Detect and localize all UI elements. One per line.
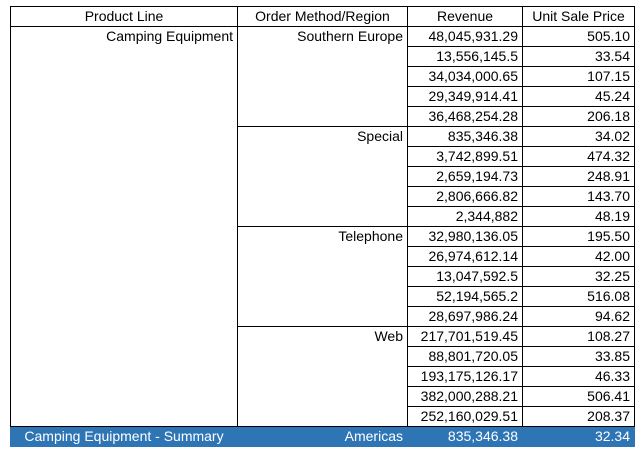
- header-order-method-region[interactable]: Order Method/Region: [238, 7, 408, 27]
- revenue-cell[interactable]: 29,349,914.41: [408, 87, 523, 107]
- unit-price-cell[interactable]: 195.50: [523, 227, 635, 247]
- group-label-web[interactable]: Web: [238, 327, 408, 427]
- revenue-cell[interactable]: 2,659,194.73: [408, 167, 523, 187]
- unit-price-cell[interactable]: 32.25: [523, 267, 635, 287]
- crosstab-table: [10, 6, 635, 447]
- revenue-cell[interactable]: 2,806,666.82: [408, 187, 523, 207]
- revenue-cell[interactable]: 3,742,899.51: [408, 147, 523, 167]
- unit-price-cell[interactable]: 45.24: [523, 87, 635, 107]
- unit-price-cell[interactable]: 208.37: [523, 407, 635, 427]
- report-container: [10, 6, 635, 447]
- unit-price-cell[interactable]: 107.15: [523, 67, 635, 87]
- group-label-special[interactable]: Special: [238, 127, 408, 227]
- unit-price-cell[interactable]: 46.33: [523, 367, 635, 387]
- summary-row: [11, 427, 635, 447]
- unit-price-cell[interactable]: 34.02: [523, 127, 635, 147]
- revenue-cell[interactable]: 193,175,126.17: [408, 367, 523, 387]
- summary-unit-price[interactable]: 32.34: [523, 427, 635, 447]
- revenue-cell[interactable]: 28,697,986.24: [408, 307, 523, 327]
- unit-price-cell[interactable]: 94.62: [523, 307, 635, 327]
- unit-price-cell[interactable]: 516.08: [523, 287, 635, 307]
- header-row: [11, 7, 635, 27]
- summary-region[interactable]: Americas: [238, 427, 408, 447]
- unit-price-cell[interactable]: 33.54: [523, 47, 635, 67]
- revenue-cell[interactable]: 26,974,612.14: [408, 247, 523, 267]
- table-body: [11, 27, 635, 447]
- header-product-line[interactable]: Product Line: [11, 7, 238, 27]
- revenue-cell[interactable]: 835,346.38: [408, 127, 523, 147]
- table-row: [11, 27, 635, 47]
- unit-price-cell[interactable]: 506.41: [523, 387, 635, 407]
- summary-label[interactable]: Camping Equipment - Summary: [11, 427, 238, 447]
- revenue-cell[interactable]: 36,468,254.28: [408, 107, 523, 127]
- group-label-southern-europe[interactable]: Southern Europe: [238, 27, 408, 127]
- unit-price-cell[interactable]: 474.32: [523, 147, 635, 167]
- revenue-cell[interactable]: 217,701,519.45: [408, 327, 523, 347]
- revenue-cell[interactable]: 13,556,145.5: [408, 47, 523, 67]
- unit-price-cell[interactable]: 108.27: [523, 327, 635, 347]
- header-revenue[interactable]: Revenue: [408, 7, 523, 27]
- revenue-cell[interactable]: 88,801,720.05: [408, 347, 523, 367]
- revenue-cell[interactable]: 32,980,136.05: [408, 227, 523, 247]
- unit-price-cell[interactable]: 42.00: [523, 247, 635, 267]
- header-unit-sale-price[interactable]: Unit Sale Price: [523, 7, 635, 27]
- revenue-cell[interactable]: 252,160,029.51: [408, 407, 523, 427]
- revenue-cell[interactable]: 34,034,000.65: [408, 67, 523, 87]
- unit-price-cell[interactable]: 206.18: [523, 107, 635, 127]
- unit-price-cell[interactable]: 48.19: [523, 207, 635, 227]
- revenue-cell[interactable]: 48,045,931.29: [408, 27, 523, 47]
- unit-price-cell[interactable]: 505.10: [523, 27, 635, 47]
- revenue-cell[interactable]: 13,047,592.5: [408, 267, 523, 287]
- unit-price-cell[interactable]: 33.85: [523, 347, 635, 367]
- revenue-cell[interactable]: 382,000,288.21: [408, 387, 523, 407]
- revenue-cell[interactable]: 52,194,565.2: [408, 287, 523, 307]
- unit-price-cell[interactable]: 143.70: [523, 187, 635, 207]
- product-line-cell[interactable]: Camping Equipment: [11, 27, 238, 427]
- summary-revenue[interactable]: 835,346.38: [408, 427, 523, 447]
- unit-price-cell[interactable]: 248.91: [523, 167, 635, 187]
- group-label-telephone[interactable]: Telephone: [238, 227, 408, 327]
- revenue-cell[interactable]: 2,344,882: [408, 207, 523, 227]
